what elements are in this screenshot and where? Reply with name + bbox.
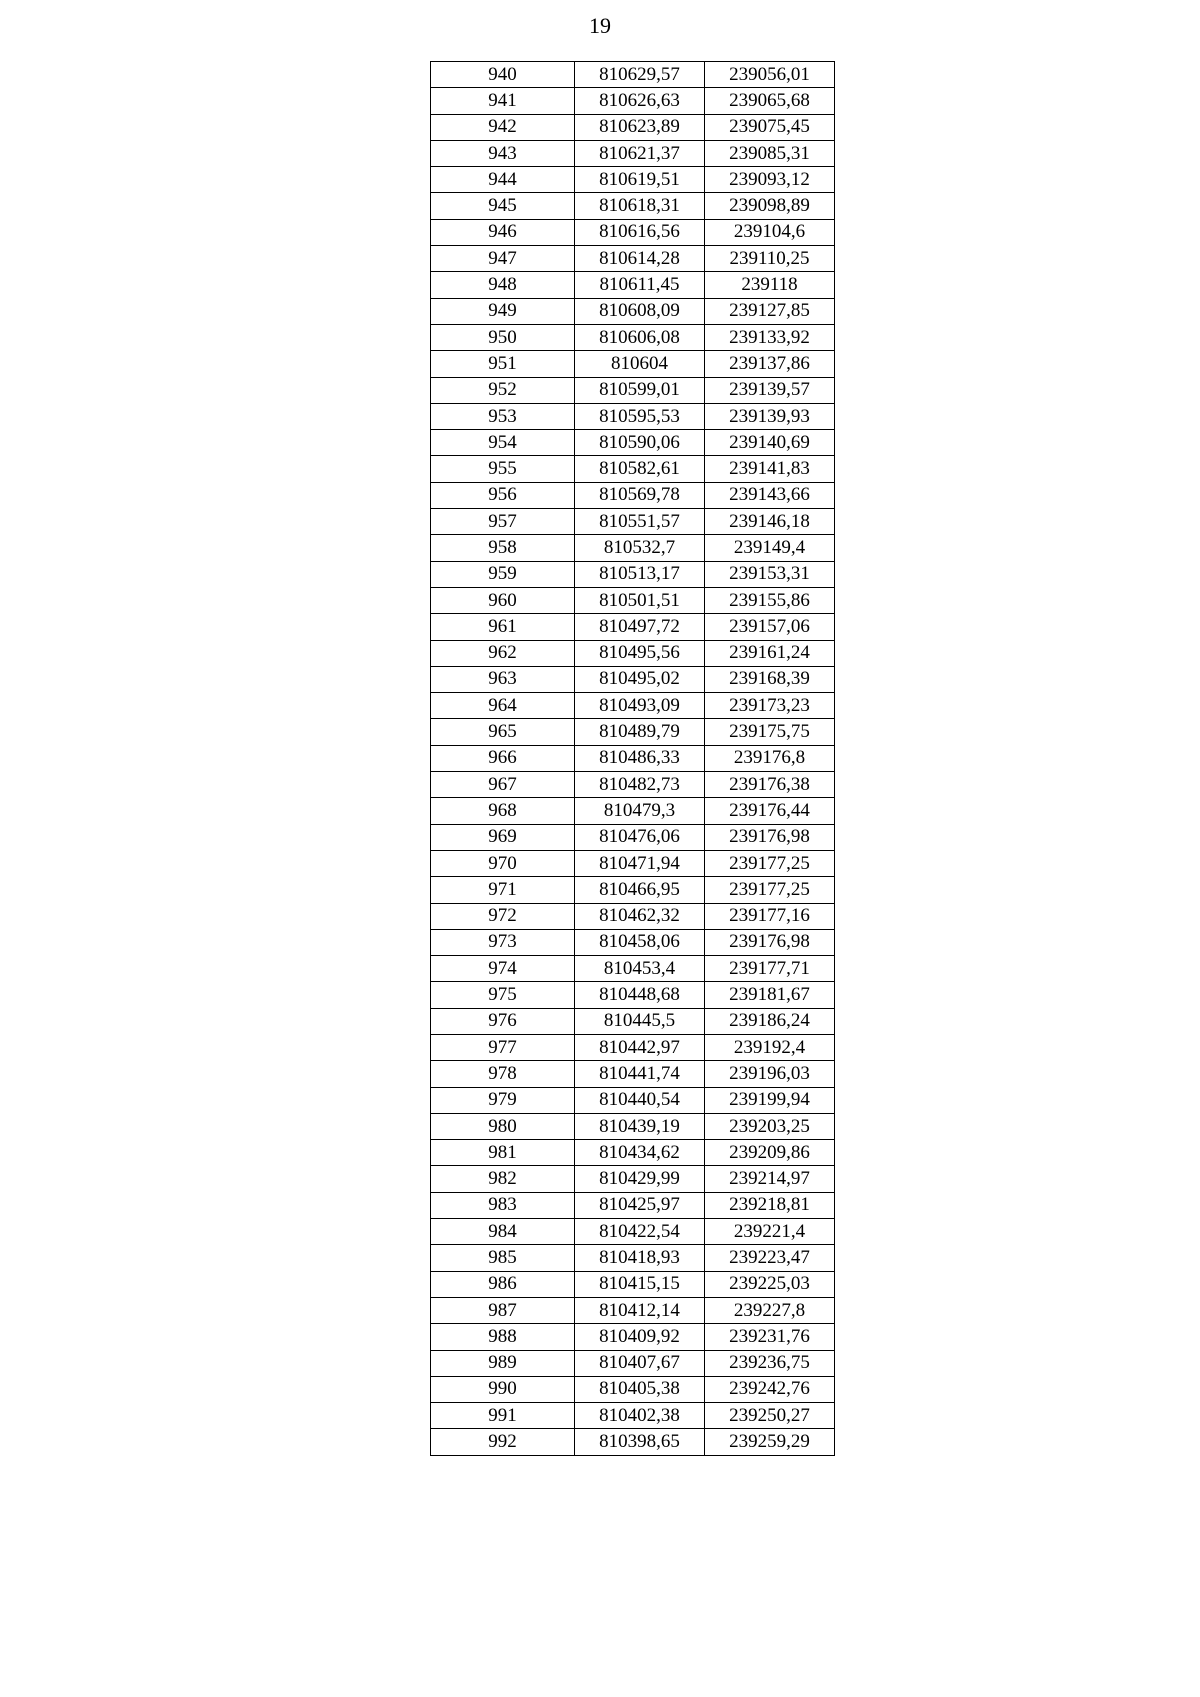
table-row	[431, 956, 835, 982]
y-coordinate-cell: 239104,6	[705, 219, 835, 245]
point-number-cell: 969	[431, 824, 575, 850]
y-coordinate-cell: 239250,27	[705, 1403, 835, 1429]
point-number-cell: 947	[431, 246, 575, 272]
y-coordinate-cell: 239176,8	[705, 745, 835, 771]
point-number-cell: 954	[431, 430, 575, 456]
table-row	[431, 903, 835, 929]
y-coordinate-cell: 239093,12	[705, 167, 835, 193]
table-row	[431, 1376, 835, 1402]
table-row	[431, 114, 835, 140]
x-coordinate-cell: 810614,28	[575, 246, 705, 272]
point-number-cell: 968	[431, 798, 575, 824]
table-row	[431, 1271, 835, 1297]
table-row	[431, 1324, 835, 1350]
y-coordinate-cell: 239176,98	[705, 824, 835, 850]
x-coordinate-cell: 810434,62	[575, 1140, 705, 1166]
y-coordinate-cell: 239153,31	[705, 561, 835, 587]
point-number-cell: 943	[431, 140, 575, 166]
y-coordinate-cell: 239168,39	[705, 666, 835, 692]
point-number-cell: 953	[431, 403, 575, 429]
table-row	[431, 272, 835, 298]
x-coordinate-cell: 810476,06	[575, 824, 705, 850]
point-number-cell: 961	[431, 614, 575, 640]
table-row	[431, 561, 835, 587]
x-coordinate-cell: 810471,94	[575, 850, 705, 876]
table-row	[431, 982, 835, 1008]
y-coordinate-cell: 239127,85	[705, 298, 835, 324]
y-coordinate-cell: 239146,18	[705, 509, 835, 535]
point-number-cell: 959	[431, 561, 575, 587]
y-coordinate-cell: 239110,25	[705, 246, 835, 272]
x-coordinate-cell: 810495,56	[575, 640, 705, 666]
y-coordinate-cell: 239085,31	[705, 140, 835, 166]
y-coordinate-cell: 239242,76	[705, 1376, 835, 1402]
y-coordinate-cell: 239192,4	[705, 1034, 835, 1060]
point-number-cell: 971	[431, 877, 575, 903]
point-number-cell: 960	[431, 587, 575, 613]
table-row	[431, 772, 835, 798]
y-coordinate-cell: 239177,25	[705, 877, 835, 903]
y-coordinate-cell: 239227,8	[705, 1297, 835, 1323]
x-coordinate-cell: 810619,51	[575, 167, 705, 193]
table-row	[431, 587, 835, 613]
point-number-cell: 982	[431, 1166, 575, 1192]
table-row	[431, 535, 835, 561]
y-coordinate-cell: 239214,97	[705, 1166, 835, 1192]
table-row	[431, 1061, 835, 1087]
x-coordinate-cell: 810415,15	[575, 1271, 705, 1297]
y-coordinate-cell: 239177,25	[705, 850, 835, 876]
point-number-cell: 992	[431, 1429, 575, 1455]
y-coordinate-cell: 239259,29	[705, 1429, 835, 1455]
point-number-cell: 988	[431, 1324, 575, 1350]
y-coordinate-cell: 239139,93	[705, 403, 835, 429]
x-coordinate-cell: 810466,95	[575, 877, 705, 903]
table-row	[431, 167, 835, 193]
y-coordinate-cell: 239221,4	[705, 1219, 835, 1245]
y-coordinate-cell: 239176,98	[705, 929, 835, 955]
y-coordinate-cell: 239141,83	[705, 456, 835, 482]
point-number-cell: 942	[431, 114, 575, 140]
table-row	[431, 351, 835, 377]
coordinates-table-body	[431, 62, 835, 1456]
y-coordinate-cell: 239056,01	[705, 62, 835, 88]
y-coordinate-cell: 239186,24	[705, 1008, 835, 1034]
point-number-cell: 950	[431, 324, 575, 350]
x-coordinate-cell: 810402,38	[575, 1403, 705, 1429]
x-coordinate-cell: 810623,89	[575, 114, 705, 140]
point-number-cell: 979	[431, 1087, 575, 1113]
x-coordinate-cell: 810590,06	[575, 430, 705, 456]
x-coordinate-cell: 810532,7	[575, 535, 705, 561]
point-number-cell: 948	[431, 272, 575, 298]
table-row	[431, 403, 835, 429]
x-coordinate-cell: 810453,4	[575, 956, 705, 982]
y-coordinate-cell: 239218,81	[705, 1192, 835, 1218]
table-row	[431, 482, 835, 508]
table-row	[431, 140, 835, 166]
point-number-cell: 975	[431, 982, 575, 1008]
y-coordinate-cell: 239199,94	[705, 1087, 835, 1113]
point-number-cell: 940	[431, 62, 575, 88]
y-coordinate-cell: 239203,25	[705, 1113, 835, 1139]
table-row	[431, 1113, 835, 1139]
y-coordinate-cell: 239209,86	[705, 1140, 835, 1166]
y-coordinate-cell: 239181,67	[705, 982, 835, 1008]
table-row	[431, 324, 835, 350]
table-row	[431, 1140, 835, 1166]
table-row	[431, 1192, 835, 1218]
x-coordinate-cell: 810482,73	[575, 772, 705, 798]
point-number-cell: 974	[431, 956, 575, 982]
table-row	[431, 377, 835, 403]
y-coordinate-cell: 239149,4	[705, 535, 835, 561]
point-number-cell: 984	[431, 1219, 575, 1245]
table-row	[431, 1087, 835, 1113]
point-number-cell: 977	[431, 1034, 575, 1060]
point-number-cell: 957	[431, 509, 575, 535]
table-row	[431, 430, 835, 456]
point-number-cell: 967	[431, 772, 575, 798]
table-row	[431, 666, 835, 692]
table-row	[431, 1297, 835, 1323]
table-row	[431, 193, 835, 219]
x-coordinate-cell: 810599,01	[575, 377, 705, 403]
table-row	[431, 1245, 835, 1271]
point-number-cell: 962	[431, 640, 575, 666]
table-row	[431, 745, 835, 771]
x-coordinate-cell: 810569,78	[575, 482, 705, 508]
point-number-cell: 966	[431, 745, 575, 771]
x-coordinate-cell: 810618,31	[575, 193, 705, 219]
x-coordinate-cell: 810629,57	[575, 62, 705, 88]
point-number-cell: 980	[431, 1113, 575, 1139]
x-coordinate-cell: 810439,19	[575, 1113, 705, 1139]
point-number-cell: 965	[431, 719, 575, 745]
y-coordinate-cell: 239236,75	[705, 1350, 835, 1376]
x-coordinate-cell: 810604	[575, 351, 705, 377]
point-number-cell: 981	[431, 1140, 575, 1166]
y-coordinate-cell: 239118	[705, 272, 835, 298]
table-row	[431, 456, 835, 482]
x-coordinate-cell: 810493,09	[575, 693, 705, 719]
y-coordinate-cell: 239173,23	[705, 693, 835, 719]
table-row	[431, 298, 835, 324]
point-number-cell: 972	[431, 903, 575, 929]
point-number-cell: 945	[431, 193, 575, 219]
table-row	[431, 1429, 835, 1455]
y-coordinate-cell: 239157,06	[705, 614, 835, 640]
point-number-cell: 952	[431, 377, 575, 403]
y-coordinate-cell: 239140,69	[705, 430, 835, 456]
table-row	[431, 1219, 835, 1245]
y-coordinate-cell: 239161,24	[705, 640, 835, 666]
x-coordinate-cell: 810458,06	[575, 929, 705, 955]
coordinates-table	[430, 61, 835, 1456]
x-coordinate-cell: 810551,57	[575, 509, 705, 535]
x-coordinate-cell: 810489,79	[575, 719, 705, 745]
y-coordinate-cell: 239176,38	[705, 772, 835, 798]
x-coordinate-cell: 810595,53	[575, 403, 705, 429]
point-number-cell: 949	[431, 298, 575, 324]
y-coordinate-cell: 239231,76	[705, 1324, 835, 1350]
x-coordinate-cell: 810429,99	[575, 1166, 705, 1192]
point-number-cell: 964	[431, 693, 575, 719]
page-number: 19	[589, 13, 611, 38]
point-number-cell: 985	[431, 1245, 575, 1271]
y-coordinate-cell: 239177,16	[705, 903, 835, 929]
table-row	[431, 246, 835, 272]
point-number-cell: 976	[431, 1008, 575, 1034]
x-coordinate-cell: 810422,54	[575, 1219, 705, 1245]
point-number-cell: 989	[431, 1350, 575, 1376]
y-coordinate-cell: 239196,03	[705, 1061, 835, 1087]
y-coordinate-cell: 239065,68	[705, 88, 835, 114]
table-row	[431, 62, 835, 88]
x-coordinate-cell: 810616,56	[575, 219, 705, 245]
point-number-cell: 941	[431, 88, 575, 114]
x-coordinate-cell: 810479,3	[575, 798, 705, 824]
point-number-cell: 946	[431, 219, 575, 245]
x-coordinate-cell: 810442,97	[575, 1034, 705, 1060]
table-row	[431, 1034, 835, 1060]
y-coordinate-cell: 239137,86	[705, 351, 835, 377]
y-coordinate-cell: 239155,86	[705, 587, 835, 613]
x-coordinate-cell: 810407,67	[575, 1350, 705, 1376]
x-coordinate-cell: 810626,63	[575, 88, 705, 114]
table-row	[431, 640, 835, 666]
y-coordinate-cell: 239139,57	[705, 377, 835, 403]
y-coordinate-cell: 239223,47	[705, 1245, 835, 1271]
x-coordinate-cell: 810440,54	[575, 1087, 705, 1113]
table-row	[431, 929, 835, 955]
x-coordinate-cell: 810418,93	[575, 1245, 705, 1271]
table-row	[431, 1008, 835, 1034]
table-row	[431, 219, 835, 245]
x-coordinate-cell: 810441,74	[575, 1061, 705, 1087]
y-coordinate-cell: 239133,92	[705, 324, 835, 350]
table-row	[431, 614, 835, 640]
x-coordinate-cell: 810621,37	[575, 140, 705, 166]
x-coordinate-cell: 810513,17	[575, 561, 705, 587]
point-number-cell: 983	[431, 1192, 575, 1218]
x-coordinate-cell: 810405,38	[575, 1376, 705, 1402]
x-coordinate-cell: 810445,5	[575, 1008, 705, 1034]
x-coordinate-cell: 810409,92	[575, 1324, 705, 1350]
point-number-cell: 973	[431, 929, 575, 955]
point-number-cell: 970	[431, 850, 575, 876]
point-number-cell: 955	[431, 456, 575, 482]
x-coordinate-cell: 810398,65	[575, 1429, 705, 1455]
x-coordinate-cell: 810448,68	[575, 982, 705, 1008]
table-row	[431, 850, 835, 876]
y-coordinate-cell: 239098,89	[705, 193, 835, 219]
table-row	[431, 719, 835, 745]
point-number-cell: 990	[431, 1376, 575, 1402]
point-number-cell: 956	[431, 482, 575, 508]
point-number-cell: 958	[431, 535, 575, 561]
table-row	[431, 88, 835, 114]
y-coordinate-cell: 239177,71	[705, 956, 835, 982]
table-row	[431, 1350, 835, 1376]
x-coordinate-cell: 810611,45	[575, 272, 705, 298]
table-row	[431, 798, 835, 824]
x-coordinate-cell: 810462,32	[575, 903, 705, 929]
table-row	[431, 1166, 835, 1192]
table-row	[431, 824, 835, 850]
point-number-cell: 991	[431, 1403, 575, 1429]
point-number-cell: 987	[431, 1297, 575, 1323]
y-coordinate-cell: 239176,44	[705, 798, 835, 824]
y-coordinate-cell: 239143,66	[705, 482, 835, 508]
table-row	[431, 1403, 835, 1429]
y-coordinate-cell: 239225,03	[705, 1271, 835, 1297]
x-coordinate-cell: 810495,02	[575, 666, 705, 692]
table-row	[431, 877, 835, 903]
table-row	[431, 693, 835, 719]
point-number-cell: 978	[431, 1061, 575, 1087]
x-coordinate-cell: 810608,09	[575, 298, 705, 324]
x-coordinate-cell: 810582,61	[575, 456, 705, 482]
y-coordinate-cell: 239075,45	[705, 114, 835, 140]
point-number-cell: 944	[431, 167, 575, 193]
x-coordinate-cell: 810486,33	[575, 745, 705, 771]
point-number-cell: 986	[431, 1271, 575, 1297]
x-coordinate-cell: 810606,08	[575, 324, 705, 350]
table-row	[431, 509, 835, 535]
y-coordinate-cell: 239175,75	[705, 719, 835, 745]
x-coordinate-cell: 810497,72	[575, 614, 705, 640]
x-coordinate-cell: 810412,14	[575, 1297, 705, 1323]
point-number-cell: 963	[431, 666, 575, 692]
x-coordinate-cell: 810425,97	[575, 1192, 705, 1218]
point-number-cell: 951	[431, 351, 575, 377]
x-coordinate-cell: 810501,51	[575, 587, 705, 613]
